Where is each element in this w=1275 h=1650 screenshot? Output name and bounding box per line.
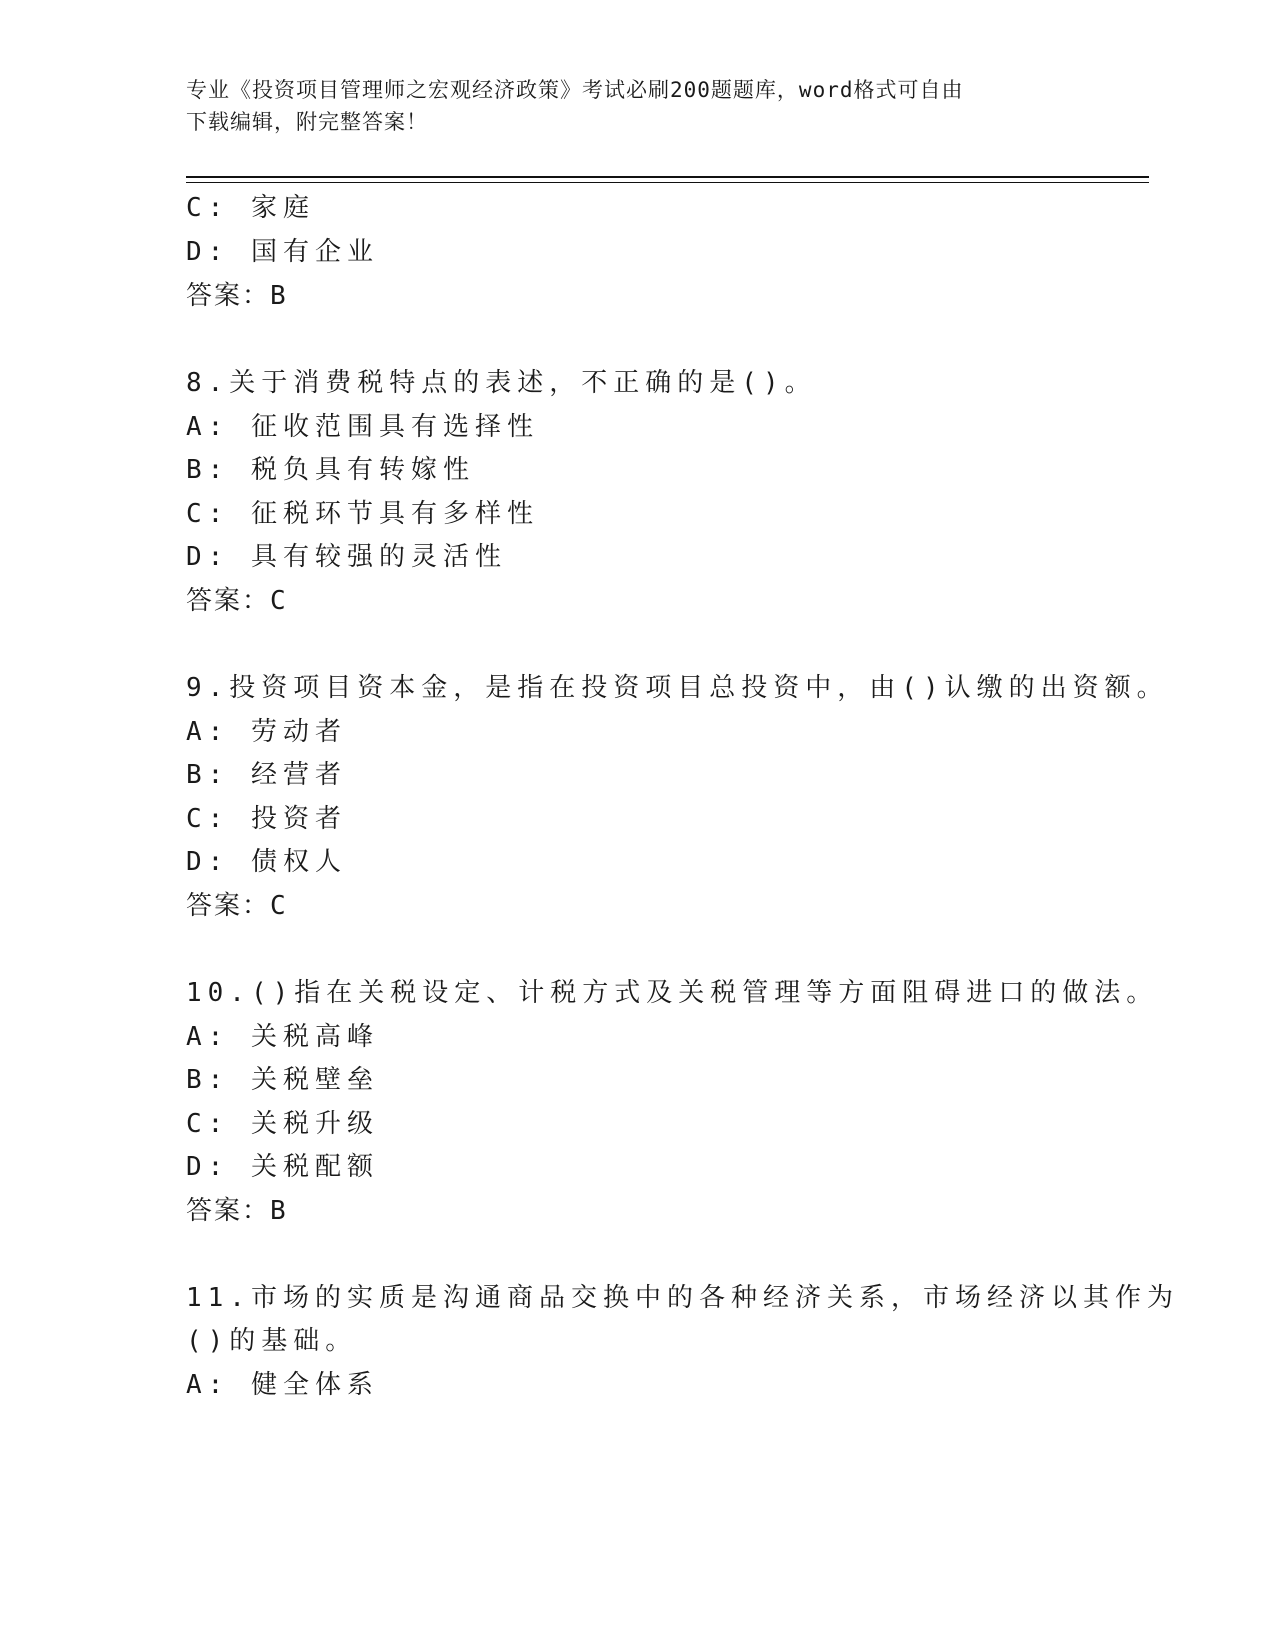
option-c: C: 征税环节具有多样性 bbox=[186, 499, 539, 529]
option-d: D: 具有较强的灵活性 bbox=[186, 542, 507, 572]
option-a: A: 健全体系 bbox=[186, 1370, 379, 1400]
question-10: 10.()指在关税设定、计税方式及关税管理等方面阻碍进口的做法。 bbox=[186, 978, 1159, 1008]
option-d: D: 债权人 bbox=[186, 847, 347, 877]
question-11: 11.市场的实质是沟通商品交换中的各种经济关系，市场经济以其作为 bbox=[186, 1283, 1179, 1313]
option-d: D: 关税配额 bbox=[186, 1152, 379, 1182]
option-c: C: 关税升级 bbox=[186, 1109, 379, 1139]
document-header bbox=[186, 74, 1066, 138]
option-b: B: 经营者 bbox=[186, 760, 347, 790]
option-c: C: 投资者 bbox=[186, 804, 347, 834]
option-a: A: 劳动者 bbox=[186, 717, 347, 747]
option-a: A: 关税高峰 bbox=[186, 1022, 379, 1052]
header-rule-thick bbox=[186, 176, 1149, 178]
header-rule-thin bbox=[186, 182, 1149, 183]
header-line-2: 下载编辑，附完整答案！ bbox=[186, 110, 428, 134]
option-c: C: 家庭 bbox=[186, 193, 315, 223]
question-8: 8.关于消费税特点的表述，不正确的是()。 bbox=[186, 368, 817, 398]
answer: 答案：C bbox=[186, 891, 288, 921]
question-9: 9.投资项目资本金，是指在投资项目总投资中，由()认缴的出资额。 bbox=[186, 673, 1169, 703]
option-d: D: 国有企业 bbox=[186, 237, 379, 267]
answer: 答案：B bbox=[186, 1196, 288, 1226]
question-11-continued: ()的基础。 bbox=[186, 1326, 358, 1356]
header-line-1: 专业《投资项目管理师之宏观经济政策》考试必刷200题题库，word格式可自由 bbox=[186, 78, 964, 102]
option-b: B: 关税壁垒 bbox=[186, 1065, 379, 1095]
answer: 答案：B bbox=[186, 281, 288, 311]
answer: 答案：C bbox=[186, 586, 288, 616]
option-b: B: 税负具有转嫁性 bbox=[186, 455, 475, 485]
option-a: A: 征收范围具有选择性 bbox=[186, 412, 539, 442]
